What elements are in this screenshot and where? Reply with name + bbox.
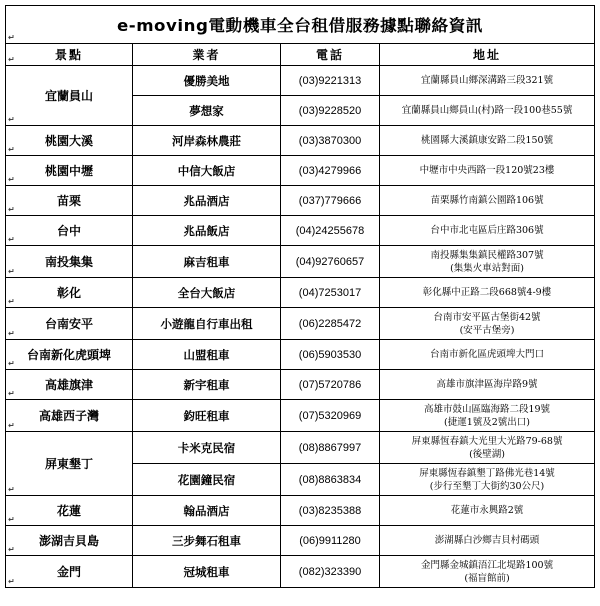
header-row <box>6 44 595 66</box>
address-cell <box>380 186 595 216</box>
table-row <box>6 526 595 556</box>
paragraph-mark: ↵ <box>8 485 15 494</box>
vendor-name: 夢想家 <box>189 103 224 118</box>
phone-cell <box>281 464 380 496</box>
address-line: (後壁湖) <box>469 448 505 460</box>
site-name: 南投集集 <box>44 255 93 269</box>
address-line: 彰化縣中正路二段668號4-9樓 <box>422 287 552 298</box>
table-title-text: e-moving電動機車全台租借服務據點聯絡資訊 <box>117 16 484 35</box>
vendor-name: 新宇租車 <box>183 377 230 392</box>
site-cell <box>6 278 133 308</box>
header-site-label: 景點 <box>54 48 83 62</box>
header-phone <box>281 44 380 66</box>
vendor-name: 卡米克民宿 <box>177 440 236 455</box>
address-line: 台南市新化區虎頭埤大門口 <box>430 349 545 360</box>
vendor-name: 優勝美地 <box>183 73 230 88</box>
paragraph-mark: ↵ <box>8 55 17 64</box>
phone-number: (04)24255678 <box>295 224 365 237</box>
address-cell <box>380 464 595 496</box>
vendor-name: 翰品酒店 <box>183 503 230 518</box>
vendor-name: 中信大飯店 <box>177 163 236 178</box>
phone-number: (03)4279966 <box>298 164 362 177</box>
address-line: 南投縣集集鎮民權路307號 <box>430 249 544 261</box>
address-cell <box>380 246 595 278</box>
vendor-name: 河岸森林農莊 <box>172 133 241 148</box>
address-cell <box>380 66 595 96</box>
rental-locations-table <box>5 5 595 588</box>
address-cell <box>380 496 595 526</box>
phone-number: (08)8863834 <box>298 473 362 486</box>
paragraph-mark: ↵ <box>8 175 15 184</box>
header-vendor <box>133 44 281 66</box>
phone-number: (06)2285472 <box>298 317 362 330</box>
paragraph-mark: ↵ <box>8 577 15 586</box>
vendor-cell <box>133 400 281 432</box>
address-cell <box>380 432 595 464</box>
vendor-name: 小遊龍自行車出租 <box>160 316 253 331</box>
site-cell <box>6 432 133 496</box>
address-cell <box>380 340 595 370</box>
paragraph-mark: ↵ <box>8 145 15 154</box>
phone-number: (03)3870300 <box>298 134 362 147</box>
phone-cell <box>281 496 380 526</box>
vendor-name: 全台大飯店 <box>177 285 236 300</box>
vendor-cell <box>133 186 281 216</box>
site-name: 澎湖吉貝島 <box>38 534 99 548</box>
phone-number: (04)7253017 <box>298 286 362 299</box>
vendor-cell <box>133 556 281 588</box>
phone-cell <box>281 156 380 186</box>
paragraph-mark: ↵ <box>8 389 15 398</box>
site-cell <box>6 400 133 432</box>
site-name: 台中 <box>56 224 81 238</box>
paragraph-mark: ↵ <box>8 205 15 214</box>
address-line: (福盲館前) <box>464 572 510 584</box>
vendor-name: 兆品飯店 <box>183 223 230 238</box>
table-row <box>6 496 595 526</box>
site-name: 彰化 <box>56 286 81 300</box>
vendor-cell <box>133 66 281 96</box>
site-cell <box>6 156 133 186</box>
phone-cell <box>281 432 380 464</box>
address-cell <box>380 308 595 340</box>
address-cell <box>380 216 595 246</box>
address-cell <box>380 278 595 308</box>
paragraph-mark: ↵ <box>8 545 15 554</box>
table-title <box>6 6 595 44</box>
phone-cell <box>281 340 380 370</box>
table-row <box>6 308 595 340</box>
phone-cell <box>281 216 380 246</box>
vendor-cell <box>133 126 281 156</box>
phone-cell <box>281 66 380 96</box>
phone-number: (04)92760657 <box>295 255 365 268</box>
vendor-name: 麻吉租車 <box>183 254 230 269</box>
vendor-cell <box>133 526 281 556</box>
table-row <box>6 126 595 156</box>
site-cell <box>6 526 133 556</box>
address-cell <box>380 526 595 556</box>
phone-number: (08)8867997 <box>298 441 362 454</box>
phone-cell <box>281 400 380 432</box>
site-name: 苗栗 <box>56 194 81 208</box>
site-cell <box>6 370 133 400</box>
site-cell <box>6 66 133 126</box>
phone-cell <box>281 556 380 588</box>
phone-number: (06)9911280 <box>299 534 361 547</box>
phone-number: (07)5720786 <box>298 378 362 391</box>
site-name: 花蓮 <box>56 504 81 518</box>
address-line: 桃園縣大溪鎮康安路二段150號 <box>420 135 554 146</box>
address-cell <box>380 556 595 588</box>
phone-cell <box>281 370 380 400</box>
address-cell <box>380 126 595 156</box>
vendor-cell <box>133 370 281 400</box>
vendor-cell <box>133 308 281 340</box>
address-line: 澎湖縣白沙鄉吉貝村碼頭 <box>434 535 540 546</box>
vendor-name: 花園鐘民宿 <box>177 472 236 487</box>
table-row <box>6 246 595 278</box>
phone-cell <box>281 526 380 556</box>
address-cell <box>380 370 595 400</box>
vendor-name: 鈞旺租車 <box>183 408 230 423</box>
vendor-name: 三步舞石租車 <box>172 533 241 548</box>
site-name: 屏東墾丁 <box>44 457 93 471</box>
address-line: 高雄市旗津區海岸路9號 <box>436 379 538 390</box>
address-line: 宜蘭縣員山鄉員山(村)路一段100巷55號 <box>401 105 573 116</box>
site-name: 台南新化虎頭埤 <box>26 348 111 362</box>
site-name: 高雄西子灣 <box>38 409 99 423</box>
vendor-cell <box>133 496 281 526</box>
paragraph-mark: ↵ <box>8 297 15 306</box>
vendor-cell <box>133 156 281 186</box>
vendor-name: 冠城租車 <box>183 564 230 579</box>
phone-cell <box>281 126 380 156</box>
table-row <box>6 432 595 464</box>
site-name: 高雄旗津 <box>44 378 93 392</box>
address-line: (步行至墾丁大街約30公尺) <box>429 480 545 492</box>
paragraph-mark: ↵ <box>8 329 15 338</box>
table-row <box>6 556 595 588</box>
site-cell <box>6 496 133 526</box>
address-line: 屏東縣恆春鎮墾丁路佛光巷14號 <box>419 467 555 479</box>
paragraph-mark: ↵ <box>8 515 15 524</box>
site-cell <box>6 186 133 216</box>
table-row <box>6 216 595 246</box>
site-cell <box>6 216 133 246</box>
phone-cell <box>281 246 380 278</box>
site-cell <box>6 308 133 340</box>
phone-number: (03)9228520 <box>298 104 362 117</box>
vendor-cell <box>133 246 281 278</box>
vendor-name: 山盟租車 <box>183 347 230 362</box>
site-cell <box>6 340 133 370</box>
site-name: 台南安平 <box>44 317 93 331</box>
site-name: 桃園大溪 <box>44 134 93 148</box>
phone-cell <box>281 278 380 308</box>
address-line: 台中市北屯區后庄路306號 <box>430 225 544 236</box>
table-row <box>6 340 595 370</box>
table-row <box>6 370 595 400</box>
table-row <box>6 66 595 96</box>
vendor-cell <box>133 464 281 496</box>
address-line: 屏東縣恆春鎮大光里大光路79-68號 <box>411 435 563 447</box>
header-site <box>6 44 133 66</box>
address-line: 花蓮市永興路2號 <box>450 505 524 516</box>
phone-number: (082)323390 <box>298 565 362 578</box>
paragraph-mark: ↵ <box>8 115 15 124</box>
address-line: 中壢市中央西路一段120號23樓 <box>419 165 555 176</box>
address-line: (捷運1號及2號出口) <box>444 416 531 428</box>
site-cell <box>6 126 133 156</box>
title-row <box>6 6 595 44</box>
site-cell <box>6 556 133 588</box>
address-line: (集集火車站對面) <box>450 262 524 274</box>
address-line: 宜蘭縣員山鄉深溝路三段321號 <box>420 75 554 86</box>
paragraph-mark: ↵ <box>8 235 15 244</box>
address-line: 台南市安平區古堡街42號 <box>433 311 541 323</box>
table-row <box>6 400 595 432</box>
vendor-cell <box>133 432 281 464</box>
phone-cell <box>281 308 380 340</box>
phone-cell <box>281 186 380 216</box>
address-line: 苗栗縣竹南鎮公園路106號 <box>430 195 544 206</box>
address-cell <box>380 156 595 186</box>
phone-cell <box>281 96 380 126</box>
address-cell <box>380 400 595 432</box>
vendor-cell <box>133 340 281 370</box>
vendor-cell <box>133 96 281 126</box>
header-address <box>380 44 595 66</box>
phone-number: (07)5320969 <box>298 409 362 422</box>
site-name: 金門 <box>56 565 81 579</box>
phone-number: (037)779666 <box>298 194 362 207</box>
table-row <box>6 186 595 216</box>
phone-number: (03)9221313 <box>298 74 362 87</box>
vendor-name: 兆品酒店 <box>183 193 230 208</box>
paragraph-mark: ↵ <box>7 33 16 42</box>
table-row <box>6 278 595 308</box>
phone-number: (06)5903530 <box>298 348 362 361</box>
table-body <box>6 66 595 588</box>
address-cell <box>380 96 595 126</box>
address-line: (安平古堡旁) <box>459 324 515 336</box>
site-cell <box>6 246 133 278</box>
vendor-cell <box>133 216 281 246</box>
header-phone-label: 電話 <box>315 48 344 62</box>
header-vendor-label: 業者 <box>192 48 221 62</box>
address-line: 金門縣金城鎮浯江北堤路100號 <box>420 559 554 571</box>
phone-number: (03)8235388 <box>298 504 362 517</box>
paragraph-mark: ↵ <box>8 359 15 368</box>
paragraph-mark: ↵ <box>8 421 15 430</box>
address-line: 高雄市鼓山區臨海路二段19號 <box>423 403 551 415</box>
table-row <box>6 156 595 186</box>
site-name: 宜蘭員山 <box>44 89 93 103</box>
paragraph-mark: ↵ <box>8 267 15 276</box>
header-address-label: 地址 <box>473 48 502 62</box>
vendor-cell <box>133 278 281 308</box>
site-name: 桃園中壢 <box>44 164 93 178</box>
